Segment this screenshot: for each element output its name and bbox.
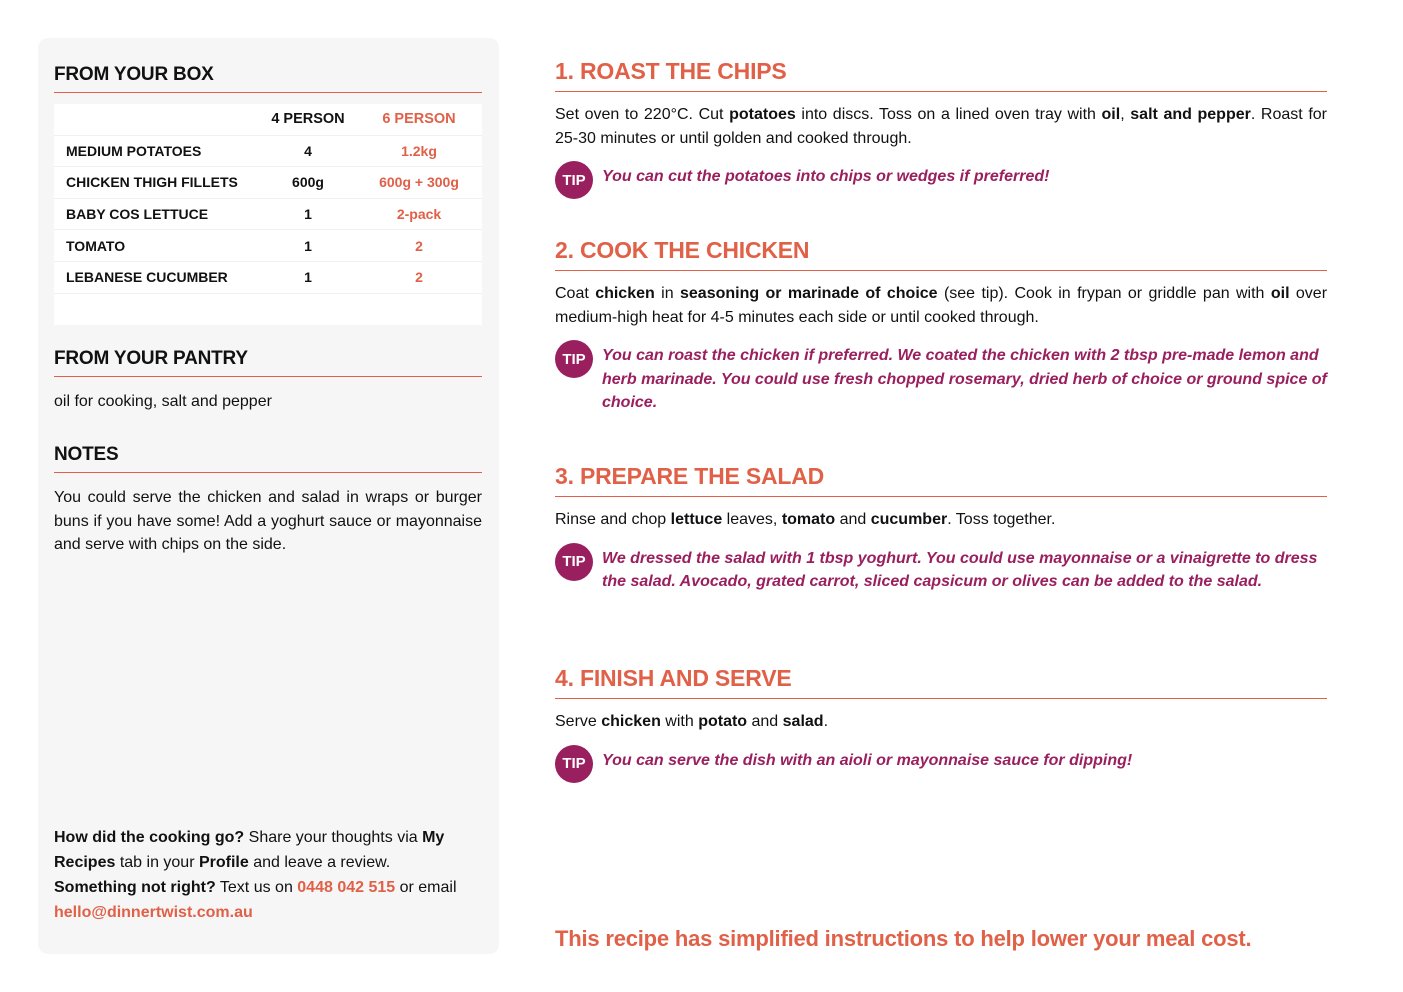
step-title: 2. COOK THE CHICKEN	[555, 237, 1327, 271]
tip-box	[555, 165, 1327, 199]
feedback-text-part: and leave a review.	[248, 854, 391, 871]
step-text-part: Coat	[555, 285, 596, 302]
qty-4-person: 1	[304, 206, 312, 223]
step-text-part: with	[660, 713, 699, 730]
step-ingredient: chicken	[601, 713, 661, 730]
table-header-row	[54, 104, 482, 136]
step-1	[555, 58, 1327, 199]
step-text-part: (see tip). Cook in frypan or griddle pan with	[937, 285, 1271, 302]
step-text-part: Set oven to 220°C. Cut	[555, 106, 730, 123]
qty-6-person: 2	[415, 237, 423, 254]
step-text-part: in	[654, 285, 680, 302]
tip-box	[555, 749, 1327, 783]
step-text-part: . Toss together.	[947, 511, 1056, 528]
step-ingredient: oil	[1270, 285, 1290, 302]
support-question: Something not right?	[54, 879, 216, 896]
qty-4-person: 600g	[292, 174, 324, 191]
feedback-section	[54, 825, 482, 925]
feedback-text-part: Share your thoughts via	[244, 829, 423, 846]
qty-6-person: 2-pack	[396, 206, 442, 223]
notes-heading: NOTES	[54, 444, 482, 473]
ingredient-name: LEBANESE CUCUMBER	[66, 269, 228, 286]
step-ingredient: seasoning or marinade of choice	[680, 285, 938, 302]
qty-4-person: 1	[304, 237, 312, 254]
table-row	[54, 136, 482, 168]
ingredients-table	[54, 104, 482, 325]
step-ingredient: tomato	[781, 511, 836, 528]
step-text	[555, 103, 1327, 150]
profile-link[interactable]: Profile	[198, 854, 249, 871]
step-text-part: Serve	[555, 713, 602, 730]
tip-text: You can roast the chicken if preferred. We coated the chicken with 2 tbsp pre-made lemon and herb marinade. You could use fresh chopped rosemary, dried herb of choice or ground spice of choice.	[602, 347, 1327, 411]
tip-text: We dressed the salad with 1 tbsp yoghurt. You could use mayonnaise or a vinaigrette to dress the salad. Avocado, grated carrot, sliced capsicum or olives can be added to the salad.	[602, 549, 1318, 590]
step-text-part: leaves,	[722, 511, 782, 528]
step-4	[555, 665, 1327, 783]
step-text-part: . Roast for 25-30 minutes or until golden and cooked through.	[555, 106, 1327, 147]
from-your-pantry-heading: FROM YOUR PANTRY	[54, 348, 482, 377]
step-ingredient: potatoes	[729, 106, 796, 123]
step-3	[555, 463, 1327, 594]
table-row	[54, 262, 482, 294]
ingredient-name: BABY COS LETTUCE	[66, 206, 209, 223]
step-text-part: over medium-high heat for 4-5 minutes each side or until cooked through.	[555, 285, 1328, 326]
table-row	[54, 230, 482, 262]
step-text-part: ,	[1120, 106, 1131, 123]
step-2	[555, 237, 1327, 415]
ingredient-name: TOMATO	[66, 237, 126, 254]
step-ingredient: oil	[1101, 106, 1121, 123]
step-ingredient: cucumber	[870, 511, 948, 528]
notes-section	[54, 444, 482, 557]
pantry-text: oil for cooking, salt and pepper	[54, 393, 272, 410]
step-title: 1. ROAST THE CHIPS	[555, 58, 1327, 92]
my-recipes-link[interactable]: My Recipes	[54, 829, 445, 871]
tip-box	[555, 344, 1327, 415]
tip-box	[555, 547, 1327, 594]
tip-badge-icon: TIP	[555, 543, 593, 581]
tip-text: You can cut the potatoes into chips or wedges if preferred!	[602, 168, 1050, 185]
step-ingredient: salad	[782, 713, 824, 730]
table-row	[54, 167, 482, 199]
feedback-text-part: tab in your	[115, 854, 199, 871]
from-your-box-heading: FROM YOUR BOX	[54, 64, 482, 93]
tip-badge-icon: TIP	[555, 745, 593, 783]
support-text-part: Text us on	[215, 879, 298, 896]
tip-text: You can serve the dish with an aioli or mayonnaise sauce for dipping!	[602, 751, 1133, 769]
tip-badge-icon: TIP	[555, 340, 593, 378]
step-title: 4. FINISH AND SERVE	[555, 665, 1327, 699]
notes-text: You could serve the chicken and salad in wraps or burger buns if you have some! Add a yoghurt sauce or mayonnaise and serve with chips on the side.	[54, 489, 482, 553]
step-text	[555, 508, 1327, 532]
from-your-pantry-section	[54, 348, 482, 414]
step-text-part: .	[823, 713, 829, 730]
step-ingredient: chicken	[595, 285, 655, 302]
email-link[interactable]: hello@dinnertwist.com.au	[54, 904, 253, 921]
qty-6-person: 600g + 300g	[379, 174, 459, 191]
qty-4-person: 4	[304, 142, 312, 159]
from-your-box-section	[54, 64, 482, 325]
step-text	[555, 282, 1327, 329]
feedback-text	[54, 825, 482, 925]
table-row	[54, 199, 482, 231]
sidebar-panel	[38, 38, 499, 954]
header-4-person: 4 PERSON	[271, 111, 345, 128]
step-text-part: and	[835, 511, 871, 528]
header-6-person: 6 PERSON	[382, 111, 456, 128]
ingredient-name: MEDIUM POTATOES	[66, 142, 202, 159]
step-text	[555, 710, 1327, 734]
ingredient-name: CHICKEN THIGH FILLETS	[66, 174, 238, 191]
step-title: 3. PREPARE THE SALAD	[555, 463, 1327, 497]
step-text-part: Rinse and chop	[555, 511, 671, 528]
qty-4-person: 1	[304, 269, 312, 286]
support-text-part: or email	[395, 879, 457, 896]
step-ingredient: salt and pepper	[1130, 106, 1251, 123]
phone-link[interactable]: 0448 042 515	[297, 879, 396, 896]
step-ingredient: lettuce	[670, 511, 723, 528]
qty-6-person: 2	[415, 269, 423, 286]
step-text-part: and	[747, 713, 783, 730]
tip-badge-icon: TIP	[555, 161, 593, 199]
qty-6-person: 1.2kg	[401, 142, 437, 159]
step-text-part: into discs. Toss on a lined oven tray with	[795, 106, 1102, 123]
step-ingredient: potato	[698, 713, 748, 730]
feedback-question: How did the cooking go?	[54, 829, 245, 846]
simplified-instructions-note: This recipe has simplified instructions to help lower your meal cost.	[555, 926, 1252, 951]
